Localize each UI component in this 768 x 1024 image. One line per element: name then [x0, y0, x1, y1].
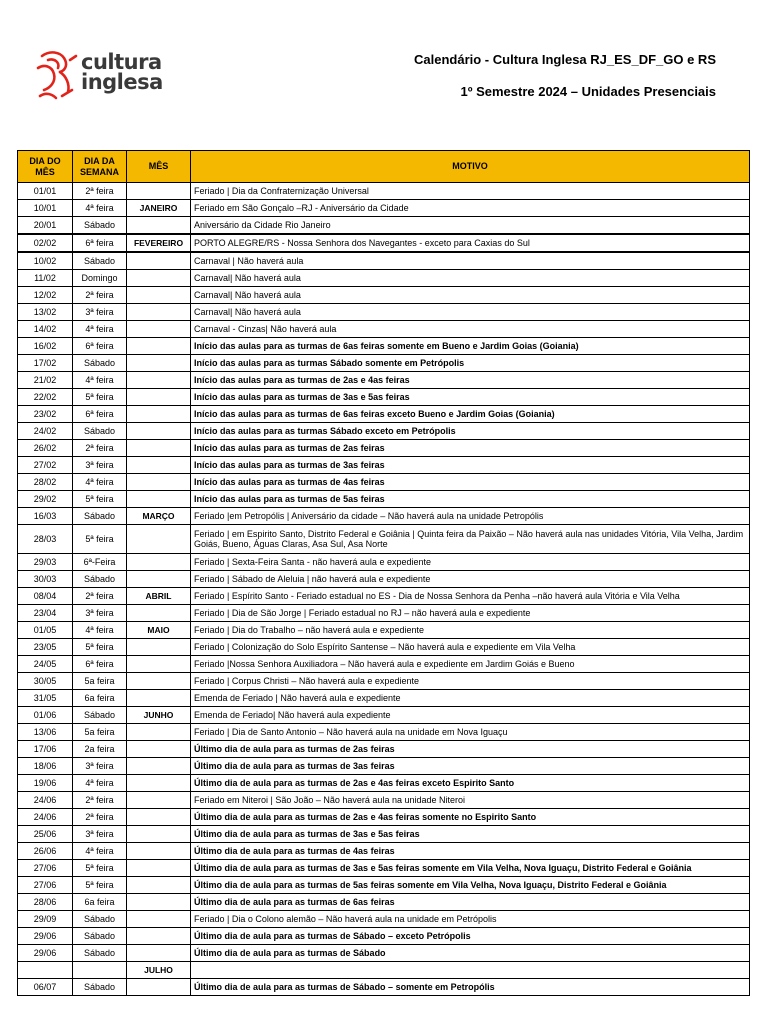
cell-month — [127, 809, 191, 826]
cell-month — [127, 474, 191, 491]
cell-day: 12/02 — [18, 287, 73, 304]
table-row — [18, 525, 750, 554]
table-row — [18, 775, 750, 792]
cell-reason: Último dia de aula para as turmas de Sábado – exceto Petrópolis — [191, 928, 750, 945]
cell-month — [127, 252, 191, 270]
table-row — [18, 911, 750, 928]
cell-month — [127, 525, 191, 554]
cell-reason: Último dia de aula para as turmas de 4as feiras — [191, 843, 750, 860]
cell-weekday: Sábado — [73, 508, 127, 525]
cell-reason: Feriado | Dia de Santo Antonio – Não haverá aula na unidade em Nova Iguaçu — [191, 724, 750, 741]
cell-reason: Feriado | Colonização do Solo Espírito Santense – Não haverá aula e expediente em Vila Velha — [191, 639, 750, 656]
cell-day: 31/05 — [18, 690, 73, 707]
cell-month: ABRIL — [127, 588, 191, 605]
cell-month — [127, 911, 191, 928]
cell-weekday: 6ª feira — [73, 234, 127, 252]
cell-weekday: Sábado — [73, 979, 127, 996]
cell-reason: Feriado | Espírito Santo - Feriado estadual no ES - Dia de Nossa Senhora da Penha –não haverá aula Vitória e Vila Velha — [191, 588, 750, 605]
cell-weekday: 5ª feira — [73, 877, 127, 894]
cell-reason: Último dia de aula para as turmas de 2as e 4as feiras somente no Espirito Santo — [191, 809, 750, 826]
table-row — [18, 234, 750, 252]
table-row — [18, 928, 750, 945]
table-row — [18, 338, 750, 355]
cell-day: 30/03 — [18, 571, 73, 588]
cell-month — [127, 979, 191, 996]
cell-reason: Carnaval| Não haverá aula — [191, 270, 750, 287]
cell-month: JULHO — [127, 962, 191, 979]
cell-reason: Último dia de aula para as turmas de 3as feiras — [191, 758, 750, 775]
cell-day: 24/02 — [18, 423, 73, 440]
table-row — [18, 894, 750, 911]
table-row — [18, 826, 750, 843]
cell-month: MARÇO — [127, 508, 191, 525]
table-row — [18, 491, 750, 508]
cell-reason: Feriado | Dia de São Jorge | Feriado estadual no RJ – não haverá aula e expediente — [191, 605, 750, 622]
cell-weekday: 4ª feira — [73, 200, 127, 217]
logo-word-cultura: cultura — [81, 50, 162, 74]
cell-day: 28/02 — [18, 474, 73, 491]
cell-month — [127, 741, 191, 758]
cell-day: 02/02 — [18, 234, 73, 252]
cell-weekday: 5a feira — [73, 724, 127, 741]
cell-weekday: Sábado — [73, 928, 127, 945]
table-header-row — [18, 151, 750, 183]
cell-day: 24/06 — [18, 809, 73, 826]
cell-month — [127, 860, 191, 877]
table-row — [18, 758, 750, 775]
table-row — [18, 423, 750, 440]
table-row — [18, 809, 750, 826]
cell-weekday: 2ª feira — [73, 440, 127, 457]
lion-emblem-icon — [34, 46, 78, 102]
cell-day: 23/04 — [18, 605, 73, 622]
table-row — [18, 945, 750, 962]
cell-day: 22/02 — [18, 389, 73, 406]
cell-reason: Feriado |em Petropólis | Aniversário da cidade – Não haverá aula na unidade Petropólis — [191, 508, 750, 525]
cell-reason: Feriado | Sábado de Aleluia | não haverá aula e expediente — [191, 571, 750, 588]
cell-month — [127, 843, 191, 860]
cell-month: JANEIRO — [127, 200, 191, 217]
table-row — [18, 707, 750, 724]
cell-day: 29/06 — [18, 945, 73, 962]
cell-weekday: 6a feira — [73, 690, 127, 707]
cell-reason: Último dia de aula para as turmas de 3as e 5as feiras somente em Vila Velha, Nova Iguaçu, Distrito Federal e Goiânia — [191, 860, 750, 877]
cell-day: 25/06 — [18, 826, 73, 843]
cell-reason: Feriado | Sexta-Feira Santa - não haverá aula e expediente — [191, 554, 750, 571]
cell-day: 27/06 — [18, 860, 73, 877]
cell-weekday: Domingo — [73, 270, 127, 287]
cell-month — [127, 673, 191, 690]
cell-day: 28/03 — [18, 525, 73, 554]
table-row — [18, 287, 750, 304]
table-row — [18, 270, 750, 287]
cell-month — [127, 287, 191, 304]
cell-day: 17/02 — [18, 355, 73, 372]
cell-weekday: 3ª feira — [73, 605, 127, 622]
cell-weekday: 6ª feira — [73, 406, 127, 423]
cell-month — [127, 491, 191, 508]
cell-day: 13/06 — [18, 724, 73, 741]
cell-month — [127, 321, 191, 338]
cell-month — [127, 423, 191, 440]
cell-day: 27/06 — [18, 877, 73, 894]
calendar-table — [17, 150, 750, 996]
cell-month — [127, 826, 191, 843]
cell-day: 29/03 — [18, 554, 73, 571]
cell-month — [127, 877, 191, 894]
cell-weekday: 3ª feira — [73, 457, 127, 474]
table-row — [18, 860, 750, 877]
cell-weekday: Sábado — [73, 945, 127, 962]
cell-day: 27/02 — [18, 457, 73, 474]
cell-day: 24/05 — [18, 656, 73, 673]
cell-month — [127, 656, 191, 673]
cell-reason: Feriado |Nossa Senhora Auxiliadora – Não haverá aula e expediente em Jardim Goiás e Bueno — [191, 656, 750, 673]
cell-weekday: 5ª feira — [73, 525, 127, 554]
cell-weekday: Sábado — [73, 571, 127, 588]
table-row — [18, 217, 750, 235]
cell-reason — [191, 962, 750, 979]
cell-weekday: Sábado — [73, 911, 127, 928]
cell-month — [127, 389, 191, 406]
cell-reason: Carnaval | Não haverá aula — [191, 252, 750, 270]
cell-reason: Emenda de Feriado | Não haverá aula e expediente — [191, 690, 750, 707]
cell-day: 20/01 — [18, 217, 73, 235]
table-row — [18, 792, 750, 809]
cell-reason: Início das aulas para as turmas de 3as e 5as feiras — [191, 389, 750, 406]
cell-reason: Início das aulas para as turmas de 5as feiras — [191, 491, 750, 508]
cell-weekday: 2ª feira — [73, 809, 127, 826]
cell-reason: Último dia de aula para as turmas de 3as e 5as feiras — [191, 826, 750, 843]
cell-day: 19/06 — [18, 775, 73, 792]
cell-month — [127, 894, 191, 911]
cell-weekday: 2ª feira — [73, 287, 127, 304]
cell-month — [127, 217, 191, 235]
table-row — [18, 656, 750, 673]
cell-reason: Feriado | em Espirito Santo, Distrito Federal e Goiânia | Quinta feira da Paixão – Não haverá aula nas unidades Vitória, Vila Velha, Jardim Goiás, Bueno, Águas Claras, Asa Sul, Asa Norte — [191, 525, 750, 554]
cell-weekday: 4ª feira — [73, 321, 127, 338]
table-row — [18, 724, 750, 741]
table-row — [18, 622, 750, 639]
cell-day: 01/05 — [18, 622, 73, 639]
cell-day: 23/02 — [18, 406, 73, 423]
cell-weekday: 6ª-Feira — [73, 554, 127, 571]
table-row — [18, 200, 750, 217]
cell-day: 28/06 — [18, 894, 73, 911]
cell-weekday: Sábado — [73, 707, 127, 724]
cell-month — [127, 457, 191, 474]
table-row — [18, 304, 750, 321]
cell-weekday: 4ª feira — [73, 843, 127, 860]
cell-day: 17/06 — [18, 741, 73, 758]
cell-weekday: Sábado — [73, 252, 127, 270]
cell-reason: Feriado | Corpus Christi – Não haverá aula e expediente — [191, 673, 750, 690]
cell-month — [127, 639, 191, 656]
table-row — [18, 252, 750, 270]
table-row — [18, 741, 750, 758]
table-row — [18, 406, 750, 423]
table-row — [18, 321, 750, 338]
cell-weekday: 5ª feira — [73, 860, 127, 877]
column-header-weekday: DIA DA SEMANA — [73, 151, 127, 183]
cell-reason: Início das aulas para as turmas de 6as feiras somente em Bueno e Jardim Goias (Goiania) — [191, 338, 750, 355]
cell-reason: Início das aulas para as turmas Sábado somente em Petrópolis — [191, 355, 750, 372]
table-row — [18, 457, 750, 474]
cell-day: 10/02 — [18, 252, 73, 270]
cell-reason: Início das aulas para as turmas Sábado exceto em Petrópolis — [191, 423, 750, 440]
cell-month — [127, 355, 191, 372]
cell-day — [18, 962, 73, 979]
cell-month — [127, 928, 191, 945]
cell-reason: Feriado em São Gonçalo –RJ - Aniversário da Cidade — [191, 200, 750, 217]
cell-month — [127, 338, 191, 355]
table-row — [18, 554, 750, 571]
cell-weekday: 3ª feira — [73, 826, 127, 843]
cell-month — [127, 440, 191, 457]
table-row — [18, 605, 750, 622]
cell-day: 26/06 — [18, 843, 73, 860]
table-row — [18, 508, 750, 525]
cell-weekday: 2ª feira — [73, 792, 127, 809]
cell-weekday: 3ª feira — [73, 758, 127, 775]
calendar-body — [18, 183, 750, 996]
cell-weekday: 6ª feira — [73, 656, 127, 673]
cell-day: 10/01 — [18, 200, 73, 217]
column-header-reason: MOTIVO — [191, 151, 750, 183]
table-row — [18, 673, 750, 690]
table-row — [18, 389, 750, 406]
cell-month — [127, 792, 191, 809]
cell-reason: Último dia de aula para as turmas de Sábado – somente em Petropólis — [191, 979, 750, 996]
table-row — [18, 183, 750, 200]
cell-weekday: 4ª feira — [73, 622, 127, 639]
table-row — [18, 440, 750, 457]
cell-reason: Último dia de aula para as turmas de 5as feiras somente em Vila Velha, Nova Iguaçu, Distrito Federal e Goiânia — [191, 877, 750, 894]
cell-day: 01/01 — [18, 183, 73, 200]
table-row — [18, 639, 750, 656]
cell-month: FEVEREIRO — [127, 234, 191, 252]
cell-month — [127, 690, 191, 707]
cell-weekday: 2ª feira — [73, 588, 127, 605]
cell-weekday: Sábado — [73, 355, 127, 372]
cell-weekday: 5ª feira — [73, 639, 127, 656]
column-header-month: MÊS — [127, 151, 191, 183]
cell-day: 11/02 — [18, 270, 73, 287]
cell-day: 24/06 — [18, 792, 73, 809]
page-title: Calendário - Cultura Inglesa RJ_ES_DF_GO e RS — [414, 52, 716, 67]
cell-month — [127, 945, 191, 962]
logo-word-inglesa: inglesa — [81, 70, 163, 94]
cell-month — [127, 758, 191, 775]
cell-month: JUNHO — [127, 707, 191, 724]
table-row — [18, 474, 750, 491]
cell-reason: Último dia de aula para as turmas de 6as feiras — [191, 894, 750, 911]
cell-weekday — [73, 962, 127, 979]
cell-reason: Último dia de aula para as turmas de 2as feiras — [191, 741, 750, 758]
cell-day: 16/03 — [18, 508, 73, 525]
cell-month — [127, 554, 191, 571]
cell-reason: Feriado | Dia o Colono alemão – Não haverá aula na unidade em Petrópolis — [191, 911, 750, 928]
cell-reason: Início das aulas para as turmas de 4as feiras — [191, 474, 750, 491]
cell-weekday: 5a feira — [73, 673, 127, 690]
cell-reason: Último dia de aula para as turmas de 2as e 4as feiras exceto Espirito Santo — [191, 775, 750, 792]
cell-month — [127, 183, 191, 200]
table-row — [18, 979, 750, 996]
table-row — [18, 372, 750, 389]
cell-weekday: 5ª feira — [73, 389, 127, 406]
table-row — [18, 571, 750, 588]
cell-weekday: 5ª feira — [73, 491, 127, 508]
cell-weekday: 4ª feira — [73, 474, 127, 491]
cell-reason: Início das aulas para as turmas de 2as feiras — [191, 440, 750, 457]
cell-day: 08/04 — [18, 588, 73, 605]
cell-month — [127, 724, 191, 741]
cell-reason: Aniversário da Cidade Rio Janeiro — [191, 217, 750, 235]
cell-reason: Início das aulas para as turmas de 6as feiras exceto Bueno e Jardim Goias (Goiania) — [191, 406, 750, 423]
cell-month — [127, 270, 191, 287]
cell-day: 29/06 — [18, 928, 73, 945]
cell-month: MAIO — [127, 622, 191, 639]
column-header-day: DIA DO MÊS — [18, 151, 73, 183]
cell-reason: PORTO ALEGRE/RS - Nossa Senhora dos Navegantes - exceto para Caxias do Sul — [191, 234, 750, 252]
cell-day: 16/02 — [18, 338, 73, 355]
cell-weekday: 4ª feira — [73, 372, 127, 389]
table-row — [18, 690, 750, 707]
cell-day: 13/02 — [18, 304, 73, 321]
cell-reason: Início das aulas para as turmas de 2as e 4as feiras — [191, 372, 750, 389]
cell-reason: Feriado em Niteroi | São João – Não haverá aula na unidade Niteroi — [191, 792, 750, 809]
cell-month — [127, 304, 191, 321]
cell-reason: Emenda de Feriado| Não haverá aula expediente — [191, 707, 750, 724]
cell-weekday: Sábado — [73, 423, 127, 440]
cell-day: 29/09 — [18, 911, 73, 928]
cell-day: 01/06 — [18, 707, 73, 724]
cell-reason: Carnaval| Não haverá aula — [191, 287, 750, 304]
page-subtitle: 1º Semestre 2024 – Unidades Presenciais — [460, 84, 716, 99]
table-row — [18, 355, 750, 372]
cell-reason: Início das aulas para as turmas de 3as feiras — [191, 457, 750, 474]
cell-month — [127, 372, 191, 389]
cell-month — [127, 775, 191, 792]
cell-weekday: 2a feira — [73, 741, 127, 758]
cell-weekday: 6ª feira — [73, 338, 127, 355]
cell-month — [127, 571, 191, 588]
cultura-inglesa-logo — [34, 46, 163, 102]
cell-weekday: 2ª feira — [73, 183, 127, 200]
cell-weekday: 4ª feira — [73, 775, 127, 792]
cell-day: 26/02 — [18, 440, 73, 457]
table-row — [18, 877, 750, 894]
cell-month — [127, 406, 191, 423]
cell-day: 29/02 — [18, 491, 73, 508]
cell-reason: Último dia de aula para as turmas de Sábado — [191, 945, 750, 962]
cell-reason: Carnaval - Cinzas| Não haverá aula — [191, 321, 750, 338]
cell-month — [127, 605, 191, 622]
cell-day: 23/05 — [18, 639, 73, 656]
table-row — [18, 962, 750, 979]
cell-day: 14/02 — [18, 321, 73, 338]
cell-day: 18/06 — [18, 758, 73, 775]
cell-reason: Carnaval| Não haverá aula — [191, 304, 750, 321]
cell-weekday: 3ª feira — [73, 304, 127, 321]
cell-day: 30/05 — [18, 673, 73, 690]
cell-reason: Feriado | Dia da Confraternização Universal — [191, 183, 750, 200]
table-row — [18, 588, 750, 605]
cell-reason: Feriado | Dia do Trabalho – não haverá aula e expediente — [191, 622, 750, 639]
cell-weekday: 6a feira — [73, 894, 127, 911]
cell-weekday: Sábado — [73, 217, 127, 235]
cell-day: 21/02 — [18, 372, 73, 389]
table-row — [18, 843, 750, 860]
cell-day: 06/07 — [18, 979, 73, 996]
